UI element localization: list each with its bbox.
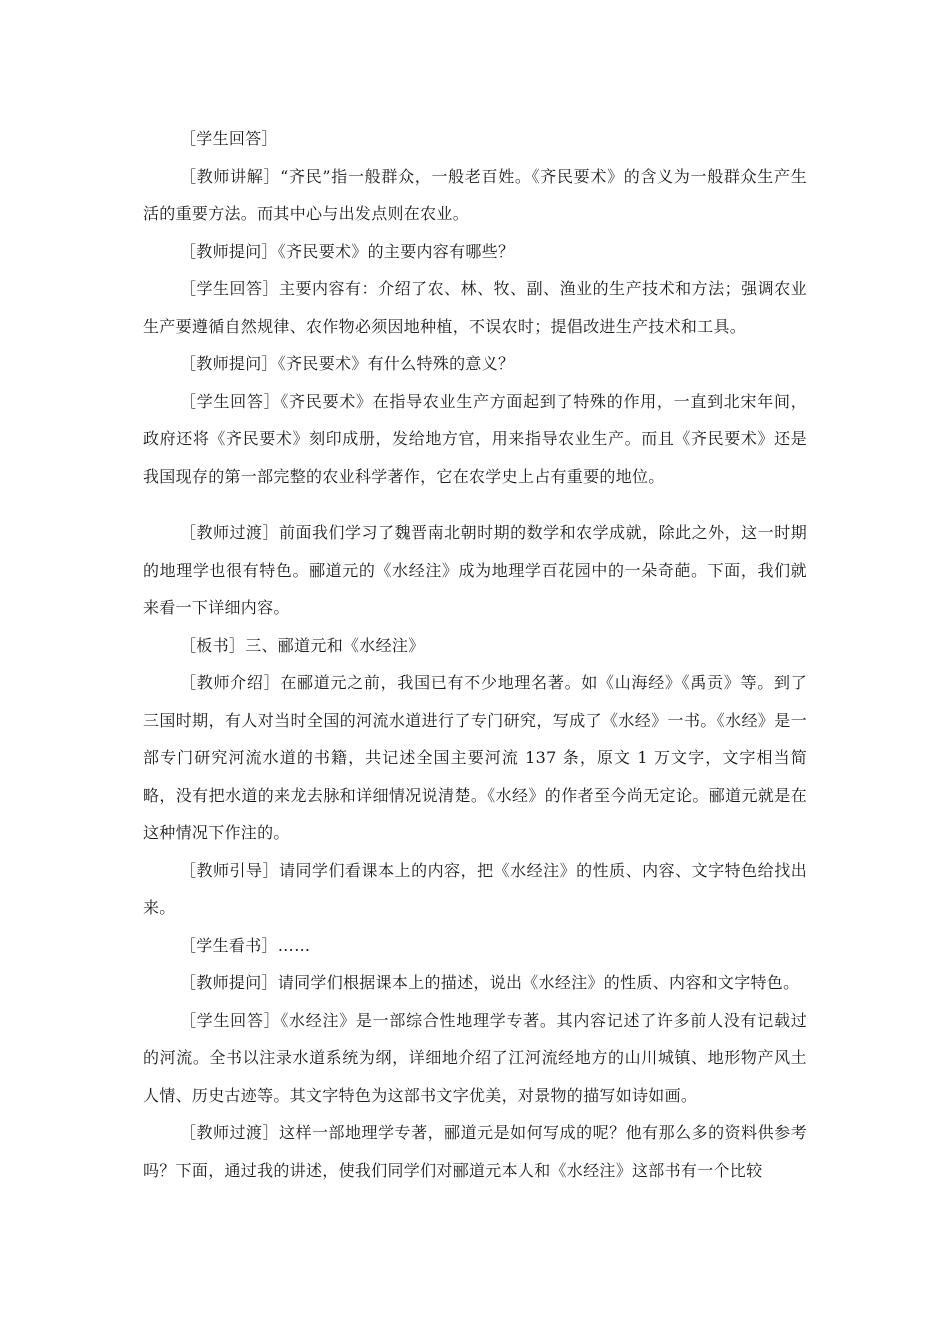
teacher-question-paragraph: ［教师提问］《齐民要术》的主要内容有哪些？ (180, 241, 515, 261)
student-answer-paragraph: ［学生回答］《齐民要术》在指导农业生产方面起到了特殊的作用，一直到北宋年间，政府还将《齐民要术》刻印成册，发给地方官，用来指导农业生产。而且《齐民要术》还是我国现存的第一部完整的农业科学著作，它在农学史上占有重要的地位。 (143, 391, 807, 486)
student-answer-paragraph: ［学生回答］主要内容有：介绍了农、林、牧、副、渔业的生产技术和方法；强调农业生产要遵循自然规律、农作物必须因地种植，不误农时；提倡改进生产技术和工具。 (143, 279, 807, 336)
teacher-explanation-paragraph: ［教师讲解］“齐民”指一般群众，一般老百姓。《齐民要术》的含义为一般群众生产生活的重要方法。而其中心与出发点则在农业。 (143, 166, 807, 223)
lesson-transcript (143, 120, 807, 1189)
teacher-question-paragraph: ［教师提问］请同学们根据课本上的描述，说出《水经注》的性质、内容和文字特色。 (180, 973, 800, 992)
teacher-question-paragraph: ［教师提问］《齐民要术》有什么特殊的意义？ (180, 354, 515, 373)
student-answer-paragraph: ［学生回答］《水经注》是一部综合性地理学专著。其内容记述了许多前人没有记载过的河流。全书以注录水道系统为纲，详细地介绍了江河流经地方的山川城镇、地形物产风土人情、历史古迹等。其文字特色为这部书文字优美，对景物的描写如诗如画。 (143, 1010, 807, 1105)
teacher-transition-paragraph: ［教师过渡］前面我们学习了魏晋南北朝时期的数学和农学成就，除此之外，这一时期的地理学也很有特色。郦道元的《水经注》成为地理学百花园中的一朵奇葩。下面，我们就来看一下详细内容。 (143, 523, 807, 617)
student-reading-paragraph: ［学生看书］…… (180, 935, 311, 955)
student-answer-paragraph: ［学生回答］ (180, 129, 278, 148)
teacher-guidance-paragraph: ［教师引导］请同学们看课本上的内容，把《水经注》的性质、内容、文字特色给找出来。 (143, 860, 807, 917)
teacher-introduction-paragraph: ［教师介绍］在郦道元之前，我国已有不少地理名著。如《山海经》《禹贡》等。到了三国时期，有人对当时全国的河流水道进行了专门研究，写成了《水经》一书。《水经》是一部专门研究河流水道的书籍，共记述全国主要河流 137 条，原文 1 万文字，文字相当简略，没有把水道的来龙去脉和详细情况说清楚。《水经》的作者至今尚无定论。郦道元就是在这种情况下作注的。 (143, 673, 807, 842)
blackboard-heading-paragraph: ［板书］三、郦道元和《水经注》 (180, 635, 425, 655)
teacher-transition-paragraph: ［教师过渡］这样一部地理学专著，郦道元是如何写成的呢？他有那么多的资料供参考吗？下面，通过我的讲述，使我们同学们对郦道元本人和《水经注》这部书有一个比较 (143, 1123, 807, 1180)
